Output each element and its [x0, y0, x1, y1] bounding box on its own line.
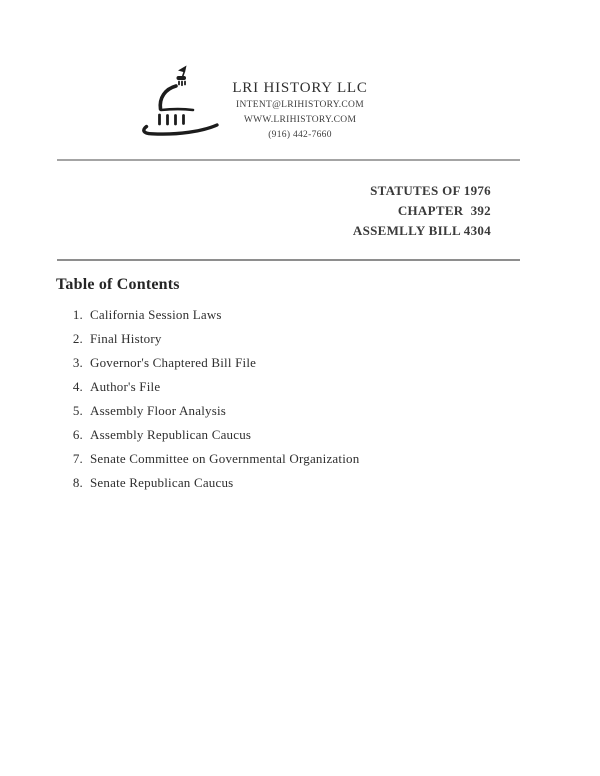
- header-divider: [57, 159, 520, 161]
- toc-list: [57, 303, 487, 495]
- toc-item: [57, 399, 487, 423]
- company-name: LRI HISTORY LLC: [232, 80, 368, 96]
- chapter-line: CHAPTER 392: [397, 203, 491, 218]
- toc-item-number: 6.: [72, 427, 83, 442]
- toc-item-number: 3.: [72, 355, 83, 370]
- toc-item: [57, 447, 487, 471]
- toc-item-label: Author's File: [90, 379, 161, 394]
- statutes-line: STATUTES OF 1976: [370, 183, 491, 198]
- company-email: INTENT@LRIHISTORY.COM: [236, 100, 364, 110]
- toc-item-number: 2.: [72, 331, 83, 346]
- toc-item-label: Final History: [90, 331, 162, 346]
- bill-reference-block: [353, 181, 491, 241]
- reference-divider: [57, 259, 520, 261]
- toc-item-label: California Session Laws: [90, 307, 222, 322]
- toc-item: [57, 471, 487, 495]
- toc-item: [57, 375, 487, 399]
- toc-item-label: Senate Republican Caucus: [90, 475, 234, 490]
- toc-item-label: Senate Committee on Governmental Organization: [90, 451, 360, 466]
- toc-item-label: Assembly Republican Caucus: [90, 427, 252, 442]
- company-website: WWW.LRIHISTORY.COM: [243, 115, 357, 125]
- toc-item-number: 5.: [72, 403, 83, 418]
- toc-heading: Table of Contents: [56, 276, 180, 293]
- toc-item: [57, 327, 487, 351]
- assembly-bill-line: ASSEMLLY BILL 4304: [352, 223, 491, 238]
- toc-item: [57, 303, 487, 327]
- toc-item-number: 4.: [72, 379, 83, 394]
- toc-item-label: Governor's Chaptered Bill File: [90, 355, 257, 370]
- toc-item-label: Assembly Floor Analysis: [90, 403, 227, 418]
- toc-item: [57, 423, 487, 447]
- toc-item-number: 1.: [72, 307, 83, 322]
- letterhead: [0, 81, 600, 145]
- toc-item-number: 7.: [72, 451, 83, 466]
- toc-item-number: 8.: [72, 475, 83, 490]
- company-phone: (916) 442-7660: [268, 130, 332, 140]
- toc-item: [57, 351, 487, 375]
